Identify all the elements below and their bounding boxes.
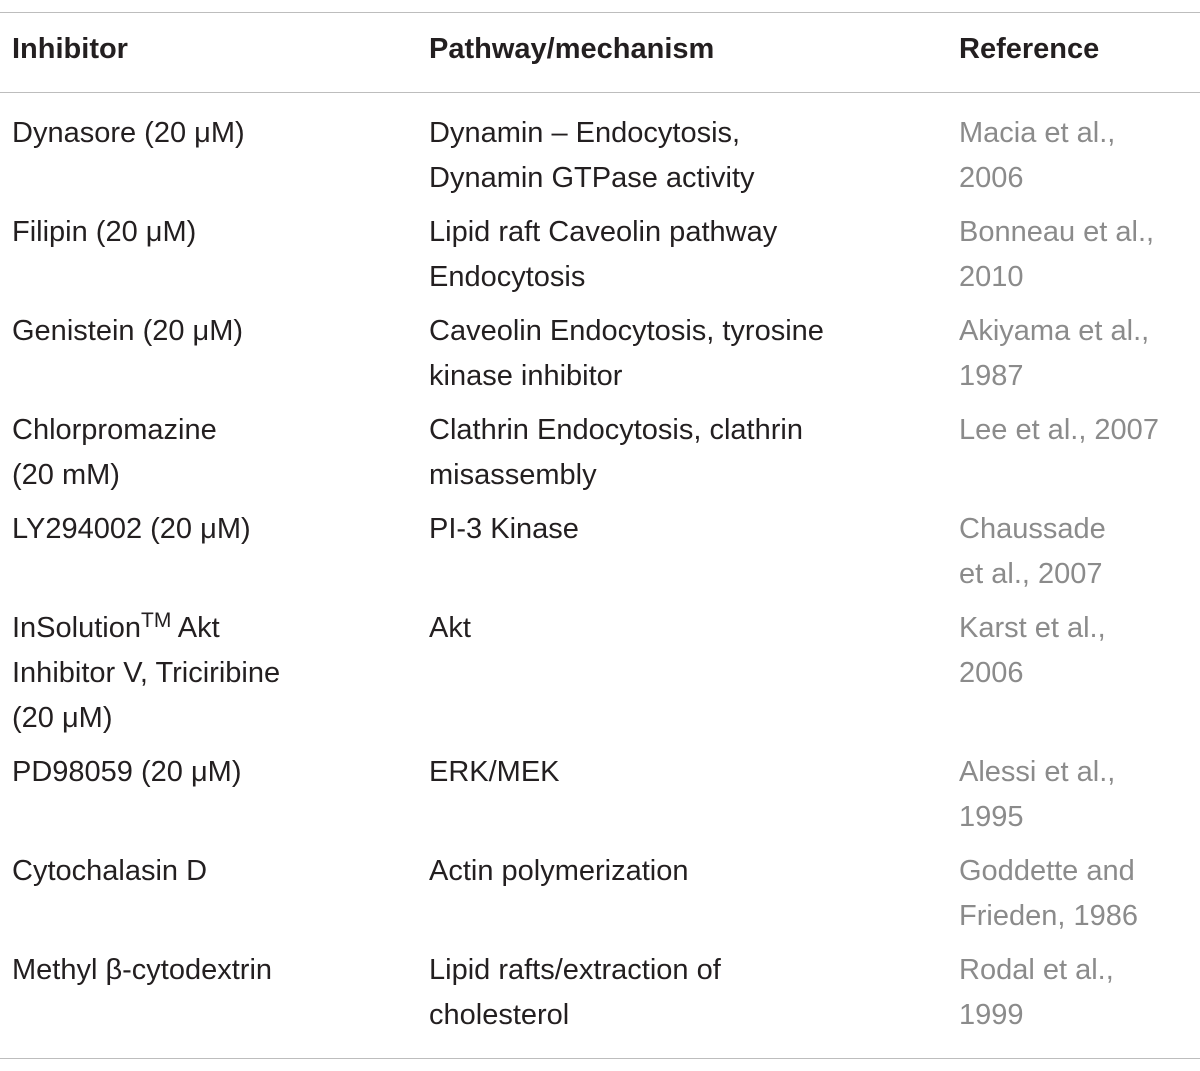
inhibitor-text: Cytochalasin D xyxy=(12,855,208,887)
pathway-line: Lipid raft Caveolin pathway xyxy=(429,216,778,248)
cell-pathway xyxy=(417,849,947,948)
pathway-line: Dynamin – Endocytosis, xyxy=(429,117,741,149)
table-header-row xyxy=(0,13,1200,93)
cell-inhibitor xyxy=(0,606,417,750)
inhibitor-text: PD98059 (20 μM) xyxy=(12,756,242,788)
pathway-line: Dynamin GTPase activity xyxy=(429,162,755,194)
reference-line: 2006 xyxy=(959,657,1024,689)
cell-pathway xyxy=(417,210,947,309)
inhibitor-line: Inhibitor V, Triciribine xyxy=(12,657,281,689)
inhibitor-line: (20 μM) xyxy=(12,702,113,734)
pathway-line: ERK/MEK xyxy=(429,756,560,788)
cell-reference xyxy=(947,408,1200,507)
inhibitor-line: Chlorpromazine xyxy=(12,414,217,446)
pathway-line: Endocytosis xyxy=(429,261,586,293)
cell-reference xyxy=(947,309,1200,408)
cell-pathway xyxy=(417,408,947,507)
pathway-line: PI-3 Kinase xyxy=(429,513,579,545)
pathway-line: Caveolin Endocytosis, tyrosine xyxy=(429,315,824,347)
cell-pathway xyxy=(417,948,947,1059)
cell-pathway xyxy=(417,507,947,606)
table-row xyxy=(0,309,1200,408)
header-inhibitor: Inhibitor xyxy=(12,33,128,65)
inhibitor-text: Filipin (20 μM) xyxy=(12,216,197,248)
reference-line: 2006 xyxy=(959,162,1024,194)
reference-line: Rodal et al., xyxy=(959,954,1114,986)
reference-line: 1995 xyxy=(959,801,1024,833)
reference-line: Lee et al., 2007 xyxy=(959,414,1159,446)
cell-inhibitor xyxy=(0,948,417,1059)
table-row xyxy=(0,606,1200,750)
inhibitor-text: LY294002 (20 μM) xyxy=(12,513,251,545)
inhibitor-text: InSolution xyxy=(12,612,141,644)
table-row xyxy=(0,93,1200,211)
table-row xyxy=(0,849,1200,948)
pathway-line: Lipid rafts/extraction of xyxy=(429,954,721,986)
table-body xyxy=(0,93,1200,1059)
reference-line: 1999 xyxy=(959,999,1024,1031)
reference-line: Chaussade xyxy=(959,513,1106,545)
pathway-line: cholesterol xyxy=(429,999,570,1031)
cell-reference xyxy=(947,93,1200,211)
cell-pathway xyxy=(417,309,947,408)
cell-reference xyxy=(947,507,1200,606)
cell-inhibitor xyxy=(0,750,417,849)
cell-reference xyxy=(947,849,1200,948)
inhibitor-text: Dynasore (20 μM) xyxy=(12,117,245,149)
inhibitor-text: Akt xyxy=(171,612,220,644)
reference-line: Alessi et al., xyxy=(959,756,1116,788)
pathway-line: Clathrin Endocytosis, clathrin xyxy=(429,414,803,446)
table-row xyxy=(0,507,1200,606)
header-pathway: Pathway/mechanism xyxy=(429,33,715,65)
cell-pathway xyxy=(417,606,947,750)
table-row xyxy=(0,948,1200,1059)
cell-inhibitor xyxy=(0,507,417,606)
trademark-superscript: TM xyxy=(141,609,172,632)
cell-reference xyxy=(947,948,1200,1059)
table-row xyxy=(0,210,1200,309)
pathway-line: Actin polymerization xyxy=(429,855,689,887)
pathway-line: misassembly xyxy=(429,459,597,491)
reference-line: Frieden, 1986 xyxy=(959,900,1138,932)
reference-line: Macia et al., xyxy=(959,117,1116,149)
pathway-line: Akt xyxy=(429,612,471,644)
cell-reference xyxy=(947,750,1200,849)
cell-reference xyxy=(947,606,1200,750)
reference-line: Bonneau et al., xyxy=(959,216,1155,248)
table-row xyxy=(0,408,1200,507)
header-reference: Reference xyxy=(959,33,1100,65)
cell-inhibitor xyxy=(0,210,417,309)
reference-line: Akiyama et al., xyxy=(959,315,1150,347)
cell-pathway xyxy=(417,750,947,849)
inhibitor-text: Genistein (20 μM) xyxy=(12,315,244,347)
cell-inhibitor xyxy=(0,93,417,211)
reference-line: Goddette and xyxy=(959,855,1135,887)
pathway-line: kinase inhibitor xyxy=(429,360,623,392)
inhibitor-text: Methyl β-cytodextrin xyxy=(12,954,273,986)
inhibitor-table xyxy=(0,12,1200,1059)
cell-inhibitor xyxy=(0,408,417,507)
reference-line: Karst et al., xyxy=(959,612,1106,644)
table-header xyxy=(0,13,1200,93)
inhibitor-line: (20 mM) xyxy=(12,459,120,491)
table-row xyxy=(0,750,1200,849)
inhibitor-table-container xyxy=(0,12,1200,1059)
reference-line: et al., 2007 xyxy=(959,558,1103,590)
reference-line: 1987 xyxy=(959,360,1024,392)
cell-inhibitor xyxy=(0,309,417,408)
cell-reference xyxy=(947,210,1200,309)
cell-inhibitor xyxy=(0,849,417,948)
reference-line: 2010 xyxy=(959,261,1024,293)
cell-pathway xyxy=(417,93,947,211)
